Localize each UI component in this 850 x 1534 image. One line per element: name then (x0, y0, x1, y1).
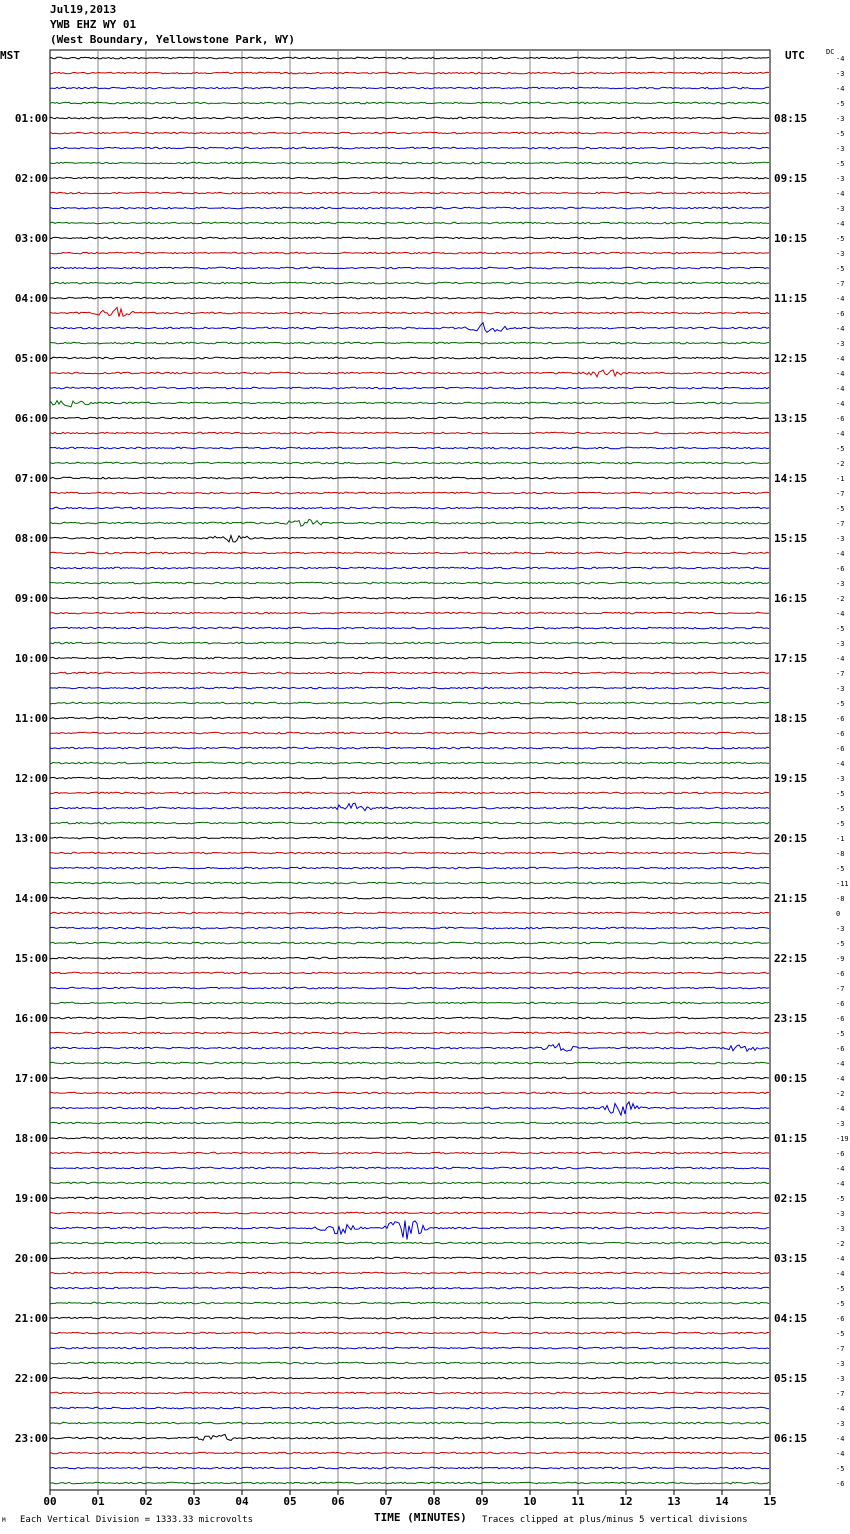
dc-offset-label: -7 (836, 520, 845, 528)
seismic-trace (50, 912, 769, 914)
seismic-trace (50, 282, 769, 284)
right-hour-label: 02:15 (774, 1192, 808, 1205)
dc-offset-label: -4 (836, 325, 845, 333)
seismic-trace (50, 192, 769, 194)
dc-offset-label: -4 (836, 220, 845, 228)
dc-offset-label: -5 (836, 700, 845, 708)
dc-offset-label: -3 (836, 70, 845, 78)
seismic-trace (50, 837, 769, 839)
dc-offset-label: -5 (836, 1465, 845, 1473)
dc-offset-label: -6 (836, 745, 845, 753)
dc-offset-label: -5 (836, 805, 845, 813)
seismic-trace (50, 1220, 769, 1239)
seismic-trace (50, 1167, 769, 1169)
dc-offset-label: -3 (836, 535, 845, 543)
seismic-trace (50, 307, 769, 316)
dc-offset-label: -7 (836, 670, 845, 678)
dc-offset-label: -6 (836, 565, 845, 573)
seismic-trace (50, 717, 769, 719)
right-hour-label: 19:15 (774, 772, 808, 785)
seismic-trace (50, 162, 769, 164)
seismic-trace (50, 1002, 769, 1004)
seismic-trace (50, 972, 769, 974)
x-tick-label: 03 (187, 1495, 201, 1508)
seismic-trace (50, 207, 769, 209)
left-hour-label: 01:00 (14, 112, 48, 125)
dc-offset-label: -4 (836, 550, 845, 558)
station-code: YWB EHZ WY 01 (50, 18, 137, 31)
dc-offset-label: -4 (836, 655, 845, 663)
dc-offset-label: -6 (836, 730, 845, 738)
seismic-trace (50, 747, 769, 749)
x-tick-label: 01 (91, 1495, 105, 1508)
right-hour-label: 01:15 (774, 1132, 808, 1145)
left-timezone-label: MST (0, 49, 20, 62)
seismic-trace (50, 1077, 769, 1079)
dc-offset-label: -3 (836, 205, 845, 213)
dc-offset-label: -3 (836, 115, 845, 123)
seismic-trace (50, 102, 769, 104)
dc-offset-label: -3 (836, 1360, 845, 1368)
dc-offset-label: -4 (836, 1180, 845, 1188)
seismic-trace (50, 987, 769, 989)
right-hour-label: 18:15 (774, 712, 808, 725)
dc-offset-label: -11 (836, 880, 849, 888)
seismic-trace (50, 1212, 769, 1214)
seismic-trace (50, 1102, 769, 1115)
x-tick-label: 05 (283, 1495, 297, 1508)
left-hour-label: 02:00 (14, 172, 48, 185)
seismic-trace (50, 1122, 769, 1124)
dc-offset-label: -5 (836, 1195, 845, 1203)
dc-offset-label: -1 (836, 475, 845, 483)
seismic-trace (50, 387, 769, 389)
left-hour-label: 19:00 (14, 1192, 48, 1205)
dc-offset-label: -3 (836, 685, 845, 693)
dc-offset-label: -4 (836, 1255, 845, 1263)
left-hour-label: 15:00 (14, 952, 48, 965)
clip-note: Traces clipped at plus/minus 5 vertical divisions (482, 1515, 748, 1525)
seismic-trace (50, 702, 769, 704)
dc-offset-label: -4 (836, 430, 845, 438)
seismic-trace (50, 492, 769, 494)
right-hour-label: 13:15 (774, 412, 808, 425)
dc-offset-label: -4 (836, 760, 845, 768)
left-hour-label: 05:00 (14, 352, 48, 365)
seismic-trace (50, 323, 769, 333)
x-tick-label: 07 (379, 1495, 393, 1508)
seismic-trace (50, 1272, 769, 1274)
seismic-trace (50, 1467, 769, 1469)
seismic-trace (50, 597, 769, 599)
seismic-trace (50, 177, 769, 179)
dc-offset-label: -4 (836, 1450, 845, 1458)
dc-offset-label: -3 (836, 175, 845, 183)
seismic-trace (50, 762, 769, 764)
x-tick-label: 11 (571, 1495, 585, 1508)
right-hour-label: 05:15 (774, 1372, 808, 1385)
seismic-trace (50, 1152, 769, 1154)
seismic-trace (50, 942, 769, 944)
dc-offset-label: -2 (836, 595, 845, 603)
seismic-trace (50, 1092, 769, 1094)
dc-offset-label: -5 (836, 445, 845, 453)
seismic-trace (50, 897, 769, 899)
corner-mark: M (2, 1517, 6, 1524)
dc-offset-label: -3 (836, 1225, 845, 1233)
left-hour-label: 08:00 (14, 532, 48, 545)
dc-offset-label: -6 (836, 1015, 845, 1023)
seismic-trace (50, 237, 769, 239)
left-hour-label: 20:00 (14, 1252, 48, 1265)
seismic-trace (50, 370, 769, 377)
dc-offset-label: -4 (836, 385, 845, 393)
dc-offset-label: -6 (836, 1315, 845, 1323)
x-tick-label: 02 (139, 1495, 153, 1508)
seismic-trace (50, 342, 769, 344)
dc-offset-label: -6 (836, 715, 845, 723)
seismic-trace (50, 1287, 769, 1289)
left-hour-label: 14:00 (14, 892, 48, 905)
right-hour-label: 00:15 (774, 1072, 808, 1085)
seismic-trace (50, 687, 769, 689)
left-hour-label: 23:00 (14, 1432, 48, 1445)
seismic-trace (50, 1302, 769, 1304)
dc-offset-label: -19 (836, 1135, 849, 1143)
x-tick-label: 14 (715, 1495, 729, 1508)
station-location: (West Boundary, Yellowstone Park, WY) (50, 33, 296, 46)
right-timezone-label: UTC (785, 49, 805, 62)
right-hour-label: 08:15 (774, 112, 808, 125)
seismic-trace (50, 927, 769, 929)
dc-offset-label: -7 (836, 1345, 845, 1353)
seismic-trace (50, 1434, 769, 1440)
dc-offset-label: -6 (836, 1045, 845, 1053)
dc-offset-label: -7 (836, 490, 845, 498)
seismic-trace (50, 117, 769, 119)
dc-offset-label: -5 (836, 790, 845, 798)
dc-offset-label: -6 (836, 415, 845, 423)
seismic-trace (50, 1452, 769, 1454)
seismic-trace (50, 867, 769, 869)
dc-offset-label: -4 (836, 1075, 845, 1083)
dc-offset-label: -5 (836, 820, 845, 828)
seismic-trace (50, 147, 769, 149)
dc-offset-label: -5 (836, 940, 845, 948)
dc-offset-label: -3 (836, 1420, 845, 1428)
seismic-trace (50, 132, 769, 134)
seismic-trace (50, 87, 769, 89)
seismic-trace (50, 803, 769, 811)
x-tick-label: 00 (43, 1495, 57, 1508)
x-tick-label: 08 (427, 1495, 441, 1508)
seismic-trace (50, 1392, 769, 1394)
right-hour-label: 21:15 (774, 892, 808, 905)
left-hour-label: 16:00 (14, 1012, 48, 1025)
seismic-trace (50, 1422, 769, 1424)
dc-offset-label: -3 (836, 925, 845, 933)
seismic-trace (50, 222, 769, 224)
dc-offset-label: -4 (836, 1060, 845, 1068)
seismic-trace (50, 567, 769, 569)
scale-note: Each Vertical Division = 1333.33 microvolts (20, 1515, 253, 1525)
seismic-trace (50, 1332, 769, 1334)
seismic-trace (50, 1197, 769, 1199)
seismic-trace (50, 1017, 769, 1019)
dc-offset-label: -6 (836, 1480, 845, 1488)
plot-frame (50, 50, 770, 1490)
dc-offset-label: -5 (836, 1285, 845, 1293)
dc-offset-label: -5 (836, 1030, 845, 1038)
seismic-trace (50, 519, 769, 526)
seismic-trace (50, 792, 769, 794)
seismic-trace (50, 657, 769, 659)
left-hour-label: 22:00 (14, 1372, 48, 1385)
dc-offset-label: -3 (836, 145, 845, 153)
dc-offset-label: -5 (836, 505, 845, 513)
right-hour-label: 16:15 (774, 592, 808, 605)
dc-offset-label: -3 (836, 340, 845, 348)
seismic-trace (50, 882, 769, 884)
seismic-trace (50, 852, 769, 854)
x-tick-label: 09 (475, 1495, 489, 1508)
seismic-trace (50, 552, 769, 554)
dc-offset-label: -6 (836, 970, 845, 978)
dc-offset-label: -9 (836, 955, 845, 963)
seismic-trace (50, 507, 769, 509)
dc-offset-label: -3 (836, 250, 845, 258)
dc-offset-label: -6 (836, 1150, 845, 1158)
dc-offset-label: -3 (836, 1375, 845, 1383)
dc-label: DC (826, 48, 835, 56)
seismic-trace (50, 1182, 769, 1184)
seismic-trace (50, 672, 769, 674)
seismic-trace (50, 1362, 769, 1364)
seismic-trace (50, 1032, 769, 1034)
seismic-trace (50, 57, 769, 59)
seismic-trace (50, 1407, 769, 1409)
seismic-trace (50, 1043, 769, 1051)
seismic-trace (50, 957, 769, 959)
left-hour-label: 17:00 (14, 1072, 48, 1085)
dc-offset-label: -4 (836, 1405, 845, 1413)
dc-offset-label: -3 (836, 640, 845, 648)
dc-offset-label: -8 (836, 895, 845, 903)
seismic-trace (50, 627, 769, 629)
x-axis-title: TIME (MINUTES) (374, 1511, 467, 1524)
seismic-trace (50, 1062, 769, 1064)
dc-offset-label: -6 (836, 1000, 845, 1008)
seismic-trace (50, 417, 769, 419)
dc-offset-label: -5 (836, 235, 845, 243)
dc-offset-label: -3 (836, 775, 845, 783)
left-hour-label: 13:00 (14, 832, 48, 845)
dc-offset-label: -5 (836, 160, 845, 168)
seismic-trace (50, 822, 769, 824)
dc-offset-label: -5 (836, 1330, 845, 1338)
dc-offset-label: -3 (836, 1210, 845, 1218)
dc-offset-label: -4 (836, 370, 845, 378)
seismic-trace (50, 1242, 769, 1244)
left-hour-label: 09:00 (14, 592, 48, 605)
right-hour-label: 23:15 (774, 1012, 808, 1025)
seismic-trace (50, 72, 769, 74)
left-hour-label: 11:00 (14, 712, 48, 725)
dc-offset-label: -5 (836, 625, 845, 633)
plot-date: Jul19,2013 (50, 3, 117, 16)
seismic-trace (50, 536, 769, 543)
right-hour-label: 20:15 (774, 832, 808, 845)
left-hour-label: 12:00 (14, 772, 48, 785)
dc-offset-label: -8 (836, 850, 845, 858)
dc-offset-label: -4 (836, 295, 845, 303)
dc-offset-label: -4 (836, 1435, 845, 1443)
dc-offset-label: 0 (836, 910, 841, 918)
dc-offset-label: -5 (836, 265, 845, 273)
seismic-trace (50, 297, 769, 299)
dc-offset-label: -4 (836, 1105, 845, 1113)
dc-offset-label: -4 (836, 610, 845, 618)
dc-offset-label: -3 (836, 1120, 845, 1128)
seismic-trace (50, 477, 769, 479)
dc-offset-label: -4 (836, 190, 845, 198)
x-tick-label: 15 (763, 1495, 777, 1508)
dc-offset-label: -5 (836, 865, 845, 873)
right-hour-label: 04:15 (774, 1312, 808, 1325)
dc-offset-label: -4 (836, 85, 845, 93)
dc-offset-label: -4 (836, 400, 845, 408)
dc-offset-label: -5 (836, 1300, 845, 1308)
seismic-trace (50, 1377, 769, 1379)
right-hour-label: 12:15 (774, 352, 808, 365)
x-tick-label: 04 (235, 1495, 249, 1508)
dc-offset-label: -4 (836, 55, 845, 63)
seismic-trace (50, 1137, 769, 1139)
left-hour-label: 07:00 (14, 472, 48, 485)
seismic-trace (50, 252, 769, 254)
seismic-trace (50, 267, 769, 269)
seismic-trace (50, 1482, 769, 1484)
dc-offset-label: -6 (836, 310, 845, 318)
x-tick-label: 13 (667, 1495, 681, 1508)
seismic-trace (50, 1347, 769, 1349)
right-hour-label: 09:15 (774, 172, 808, 185)
seismic-trace (50, 1257, 769, 1259)
seismic-trace (50, 582, 769, 584)
x-tick-label: 06 (331, 1495, 345, 1508)
seismic-trace (50, 777, 769, 779)
right-hour-label: 06:15 (774, 1432, 808, 1445)
seismic-trace (50, 1317, 769, 1319)
seismic-trace (50, 732, 769, 734)
seismic-trace (50, 612, 769, 614)
dc-offset-label: -2 (836, 1240, 845, 1248)
dc-offset-label: -7 (836, 280, 845, 288)
dc-offset-label: -3 (836, 580, 845, 588)
seismic-trace (50, 401, 769, 407)
dc-offset-label: -5 (836, 130, 845, 138)
seismic-trace (50, 462, 769, 464)
left-hour-label: 03:00 (14, 232, 48, 245)
left-hour-label: 21:00 (14, 1312, 48, 1325)
seismic-trace (50, 357, 769, 359)
right-hour-label: 03:15 (774, 1252, 808, 1265)
right-hour-label: 14:15 (774, 472, 808, 485)
left-hour-label: 10:00 (14, 652, 48, 665)
seismic-trace (50, 447, 769, 449)
dc-offset-label: -7 (836, 985, 845, 993)
right-hour-label: 17:15 (774, 652, 808, 665)
left-hour-label: 18:00 (14, 1132, 48, 1145)
seismic-trace (50, 642, 769, 644)
dc-offset-label: -7 (836, 1390, 845, 1398)
right-hour-label: 15:15 (774, 532, 808, 545)
dc-offset-label: -4 (836, 1165, 845, 1173)
seismic-trace (50, 432, 769, 434)
dc-offset-label: -4 (836, 355, 845, 363)
right-hour-label: 11:15 (774, 292, 808, 305)
dc-offset-label: -5 (836, 100, 845, 108)
left-hour-label: 04:00 (14, 292, 48, 305)
right-hour-label: 22:15 (774, 952, 808, 965)
dc-offset-label: -2 (836, 1090, 845, 1098)
dc-offset-label: -1 (836, 835, 845, 843)
right-hour-label: 10:15 (774, 232, 808, 245)
x-tick-label: 12 (619, 1495, 633, 1508)
x-tick-label: 10 (523, 1495, 537, 1508)
dc-offset-label: -2 (836, 460, 845, 468)
left-hour-label: 06:00 (14, 412, 48, 425)
dc-offset-label: -4 (836, 1270, 845, 1278)
